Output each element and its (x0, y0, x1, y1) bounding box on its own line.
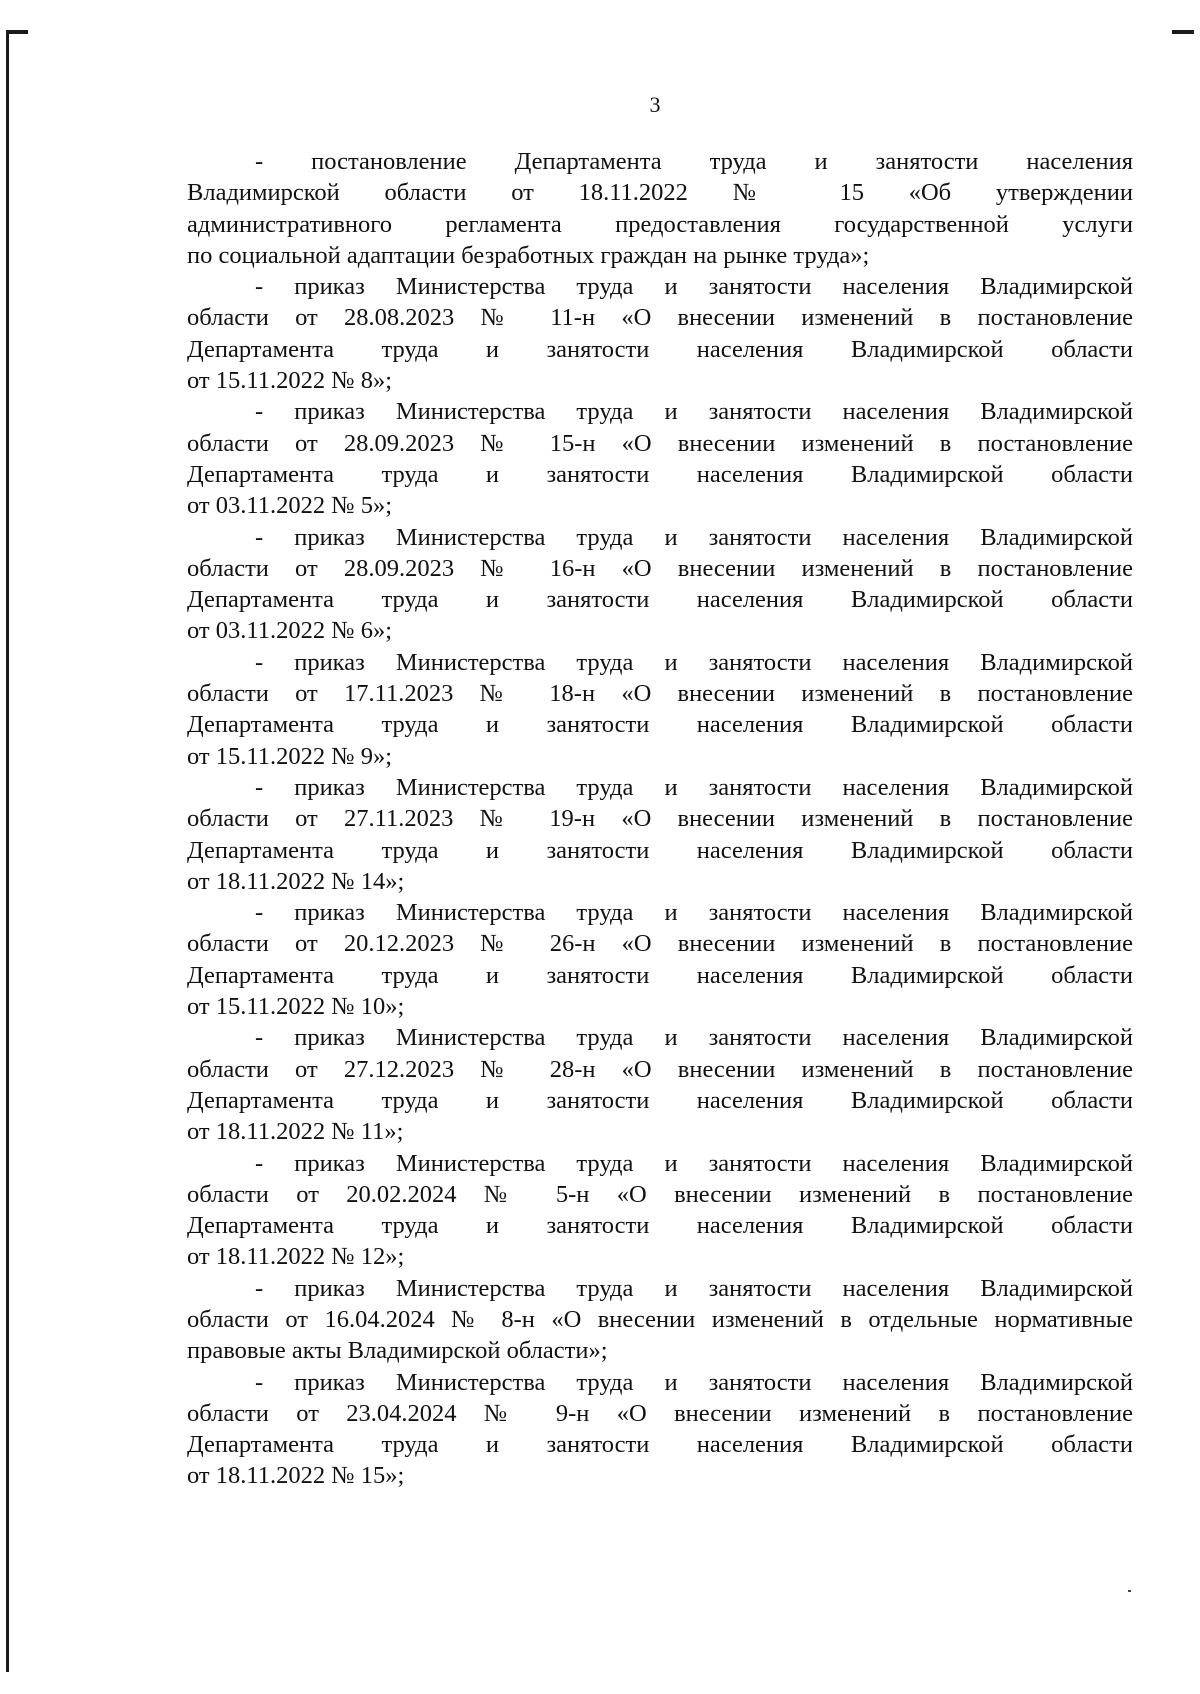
list-item (187, 772, 1133, 897)
text-line: - приказ Министерства труда и занятости населения Владимирской (255, 1149, 1133, 1177)
list-item (187, 897, 1133, 1022)
list-item (187, 1148, 1133, 1273)
text-line: от 18.11.2022 № 15»; (187, 1462, 405, 1490)
text-line: Департамента труда и занятости населения Владимирской области (187, 1212, 1133, 1240)
text-line: от 18.11.2022 № 14»; (187, 867, 405, 895)
text-line: Департамента труда и занятости населения Владимирской области (187, 836, 1133, 864)
page-number: 3 (649, 92, 661, 117)
text-line: от 15.11.2022 № 8»; (187, 367, 393, 395)
text-line: - приказ Министерства труда и занятости населения Владимирской (255, 523, 1133, 551)
text-line: области от 23.04.2024 № 9-н «О внесении изменений в постановление (187, 1399, 1133, 1427)
text-line: - приказ Министерства труда и занятости населения Владимирской (255, 899, 1133, 927)
list-item (187, 647, 1133, 772)
text-line: области от 27.12.2023 № 28-н «О внесении изменений в постановление (187, 1055, 1133, 1083)
text-line: правовые акты Владимирской области»; (187, 1337, 608, 1365)
text-line: от 03.11.2022 № 6»; (187, 617, 393, 645)
scan-corner-mark (6, 30, 28, 34)
text-line: от 18.11.2022 № 12»; (187, 1243, 405, 1271)
list-item (187, 271, 1133, 396)
text-line: области от 16.04.2024 № 8-н «О внесении изменений в отдельные нормативные (187, 1305, 1133, 1333)
scan-speck (1128, 1590, 1131, 1592)
document-body (187, 146, 1133, 1492)
text-line: от 15.11.2022 № 9»; (187, 742, 393, 770)
list-item (187, 146, 1133, 271)
text-line: области от 28.08.2023 № 11-н «О внесении изменений в постановление (187, 304, 1133, 332)
text-line: - приказ Министерства труда и занятости населения Владимирской (255, 273, 1133, 301)
text-line: области от 28.09.2023 № 15-н «О внесении изменений в постановление (187, 429, 1133, 457)
text-line: Департамента труда и занятости населения Владимирской области (187, 1431, 1133, 1459)
scan-edge-left (6, 32, 9, 1672)
text-line: - приказ Министерства труда и занятости населения Владимирской (255, 648, 1133, 676)
scan-edge-mark-right (1172, 30, 1194, 34)
text-line: области от 20.02.2024 № 5-н «О внесении изменений в постановление (187, 1180, 1133, 1208)
text-line: Департамента труда и занятости населения Владимирской области (187, 1086, 1133, 1114)
text-line: административного регламента предоставления государственной услуги (187, 210, 1133, 238)
text-line: от 15.11.2022 № 10»; (187, 993, 405, 1021)
text-line: области от 27.11.2023 № 19-н «О внесении изменений в постановление (187, 805, 1133, 833)
text-line: Департамента труда и занятости населения Владимирской области (187, 961, 1133, 989)
text-line: - приказ Министерства труда и занятости населения Владимирской (255, 1024, 1133, 1052)
list-item (187, 1367, 1133, 1492)
list-item (187, 396, 1133, 521)
list-item (187, 522, 1133, 647)
text-line: Департамента труда и занятости населения Владимирской области (187, 335, 1133, 363)
list-item (187, 1273, 1133, 1367)
text-line: - приказ Министерства труда и занятости населения Владимирской (255, 398, 1133, 426)
text-line: от 03.11.2022 № 5»; (187, 492, 393, 520)
text-line: - приказ Министерства труда и занятости населения Владимирской (255, 1274, 1133, 1302)
text-line: области от 20.12.2023 № 26-н «О внесении изменений в постановление (187, 930, 1133, 958)
text-line: области от 28.09.2023 № 16-н «О внесении изменений в постановление (187, 554, 1133, 582)
text-line: Департамента труда и занятости населения Владимирской области (187, 586, 1133, 614)
text-line: Департамента труда и занятости населения Владимирской области (187, 711, 1133, 739)
text-line: Департамента труда и занятости населения Владимирской области (187, 460, 1133, 488)
text-line: - постановление Департамента труда и занятости населения (255, 148, 1133, 175)
list-item (187, 1022, 1133, 1147)
text-line: - приказ Министерства труда и занятости населения Владимирской (255, 1368, 1133, 1396)
text-line: по социальной адаптации безработных граждан на рынке труда»; (187, 241, 870, 269)
text-line: от 18.11.2022 № 11»; (187, 1118, 404, 1146)
text-line: - приказ Министерства труда и занятости населения Владимирской (255, 773, 1133, 801)
text-line: области от 17.11.2023 № 18-н «О внесении изменений в постановление (187, 680, 1133, 708)
text-line: Владимирской области от 18.11.2022 № 15 «Об утверждении (187, 179, 1133, 207)
